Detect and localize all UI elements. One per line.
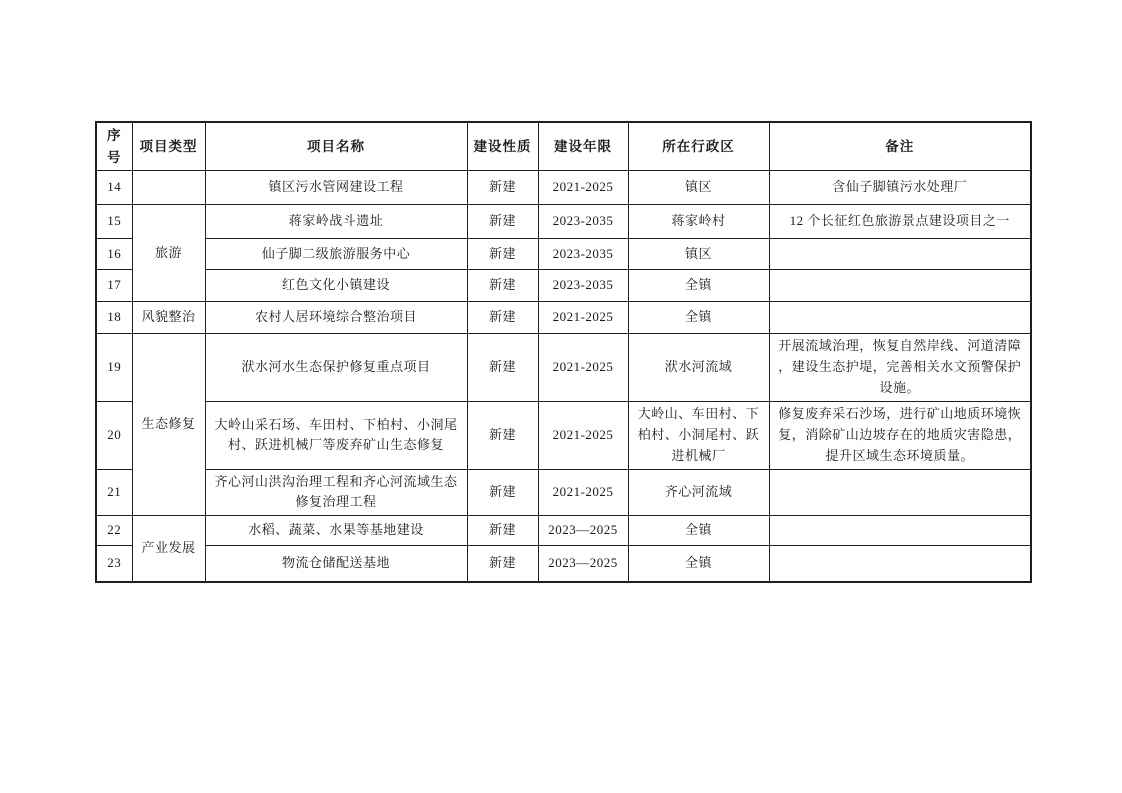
cell-nature: 新建 xyxy=(467,334,538,402)
header-seq: 序号 xyxy=(96,122,132,171)
cell-name: 洑水河水生态保护修复重点项目 xyxy=(205,334,467,402)
cell-name: 农村人居环境综合整治项目 xyxy=(205,302,467,334)
cell-name: 齐心河山洪沟治理工程和齐心河流域生态修复治理工程 xyxy=(205,469,467,516)
cell-remark xyxy=(769,546,1031,582)
cell-nature: 新建 xyxy=(467,205,538,239)
cell-seq: 15 xyxy=(96,205,132,239)
table-row xyxy=(96,469,1031,516)
cell-remark xyxy=(769,302,1031,334)
cell-seq: 21 xyxy=(96,469,132,516)
cell-remark: 开展流域治理，恢复自然岸线、河道清障 ，建设生态护堤，完善相关水文预警保护设施。 xyxy=(769,334,1031,402)
cell-district: 大岭山、车田村、下柏村、小洞尾村、跃进机械厂 xyxy=(628,402,769,469)
cell-type-group-ecology: 生态修复 xyxy=(132,334,205,516)
header-district: 所在行政区 xyxy=(628,122,769,171)
table-row xyxy=(96,402,1031,469)
cell-type xyxy=(132,171,205,205)
cell-years: 2023-2035 xyxy=(538,205,628,239)
header-years: 建设年限 xyxy=(538,122,628,171)
cell-nature: 新建 xyxy=(467,546,538,582)
cell-nature: 新建 xyxy=(467,402,538,469)
cell-years: 2021-2025 xyxy=(538,302,628,334)
cell-years: 2021-2025 xyxy=(538,334,628,402)
project-table xyxy=(95,121,1032,583)
cell-district: 全镇 xyxy=(628,270,769,302)
table-row xyxy=(96,270,1031,302)
cell-seq: 22 xyxy=(96,516,132,546)
table-row xyxy=(96,205,1031,239)
cell-nature: 新建 xyxy=(467,469,538,516)
cell-years: 2021-2025 xyxy=(538,402,628,469)
cell-district: 全镇 xyxy=(628,516,769,546)
table-header-row xyxy=(96,122,1031,171)
cell-district: 镇区 xyxy=(628,171,769,205)
cell-years: 2023-2035 xyxy=(538,239,628,270)
cell-district: 蒋家岭村 xyxy=(628,205,769,239)
cell-years: 2023—2025 xyxy=(538,546,628,582)
header-type: 项目类型 xyxy=(132,122,205,171)
cell-remark xyxy=(769,270,1031,302)
cell-nature: 新建 xyxy=(467,270,538,302)
cell-seq: 19 xyxy=(96,334,132,402)
cell-seq: 17 xyxy=(96,270,132,302)
cell-seq: 23 xyxy=(96,546,132,582)
table-row xyxy=(96,302,1031,334)
cell-years: 2023-2035 xyxy=(538,270,628,302)
cell-district: 洑水河流域 xyxy=(628,334,769,402)
cell-years: 2023—2025 xyxy=(538,516,628,546)
cell-name: 镇区污水管网建设工程 xyxy=(205,171,467,205)
cell-district: 全镇 xyxy=(628,302,769,334)
table-row xyxy=(96,171,1031,205)
cell-district: 全镇 xyxy=(628,546,769,582)
table-row xyxy=(96,516,1031,546)
header-nature: 建设性质 xyxy=(467,122,538,171)
table-row xyxy=(96,546,1031,582)
table-row xyxy=(96,334,1031,402)
cell-nature: 新建 xyxy=(467,516,538,546)
header-remark: 备注 xyxy=(769,122,1031,171)
cell-name: 蒋家岭战斗遗址 xyxy=(205,205,467,239)
cell-type-group-industry: 产业发展 xyxy=(132,516,205,582)
cell-remark xyxy=(769,239,1031,270)
cell-remark: 含仙子脚镇污水处理厂 xyxy=(769,171,1031,205)
cell-type-group-style: 风貌整治 xyxy=(132,302,205,334)
cell-name: 仙子脚二级旅游服务中心 xyxy=(205,239,467,270)
cell-years: 2021-2025 xyxy=(538,469,628,516)
cell-remark xyxy=(769,469,1031,516)
cell-remark: 修复废弃采石沙场，进行矿山地质环境恢复，消除矿山边坡存在的地质灾害隐患，提升区域生态环境质量。 xyxy=(769,402,1031,469)
cell-nature: 新建 xyxy=(467,302,538,334)
cell-nature: 新建 xyxy=(467,171,538,205)
cell-nature: 新建 xyxy=(467,239,538,270)
cell-name: 大岭山采石场、车田村、下柏村、小洞尾村、跃进机械厂等废弃矿山生态修复 xyxy=(205,402,467,469)
cell-district: 镇区 xyxy=(628,239,769,270)
header-name: 项目名称 xyxy=(205,122,467,171)
cell-seq: 14 xyxy=(96,171,132,205)
cell-name: 水稻、蔬菜、水果等基地建设 xyxy=(205,516,467,546)
table-row xyxy=(96,239,1031,270)
cell-district: 齐心河流域 xyxy=(628,469,769,516)
cell-remark xyxy=(769,516,1031,546)
cell-remark: 12 个长征红色旅游景点建设项目之一 xyxy=(769,205,1031,239)
cell-seq: 20 xyxy=(96,402,132,469)
cell-name: 物流仓储配送基地 xyxy=(205,546,467,582)
cell-seq: 16 xyxy=(96,239,132,270)
cell-type-group-tourism: 旅游 xyxy=(132,205,205,302)
cell-seq: 18 xyxy=(96,302,132,334)
cell-years: 2021-2025 xyxy=(538,171,628,205)
cell-name: 红色文化小镇建设 xyxy=(205,270,467,302)
